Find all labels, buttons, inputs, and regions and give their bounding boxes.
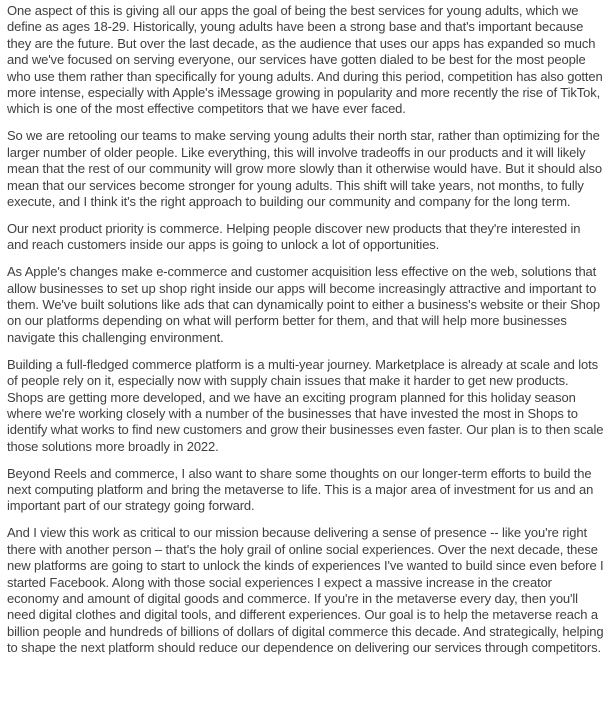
paragraph-apple-changes: As Apple's changes make e-commerce and customer acquisition less effective on the web, solutions that allow businesses to set up shop right inside our apps will become increasingly attractive and important to them. We've built solutions like ads that can dynamically point to either a business's website or their Shop on our platforms depending on what will perform better for them, and that will help more businesses navigate this challenging environment. [7,264,600,345]
paragraph-young-adults: One aspect of this is giving all our apps the goal of being the best services for young adults, which we define as ages 18-29. Historically, young adults have been a strong base and that's important because they are the future. But over the last decade, as the audience that uses our apps has expanded so much and we've focused on serving everyone, our services have gotten dialed to be best for the most people who use them rather than specifically for young adults. And during this period, competition has also gotten more intense, especially with Apple's iMessage growing in popularity and more recently the rise of TikTok, which is one of the most effective competitors that we have ever faced. [7,3,603,117]
paragraph-retooling-teams: So we are retooling our teams to make serving young adults their north star, rather than optimizing for the larger number of older people. Like everything, this will involve tradeoffs in our products and it will likely mean that the rest of our community will grow more slowly than it otherwise would have. But it should also mean that our services become stronger for young adults. This shift will take years, not months, to fully execute, and I think it's the right approach to building our community and company for the long term. [7,128,602,209]
paragraph-metaverse-vision: And I view this work as critical to our mission because delivering a sense of presence -- like you're right there with another person – that's the holy grail of online social experiences. Over the next decade, these new platforms are going to start to unlock the kinds of experiences I've wanted to build since even before I started Facebook. Along with those social experiences I expect a massive increase in the creator economy and amount of digital goods and commerce. If you're in the metaverse every day, then you'll need digital clothes and digital tools, and different experiences. Our goal is to help the metaverse reach a billion people and hundreds of billions of dollars of digital commerce this decade. And strategically, helping to shape the next platform should reduce our dependence on delivering our services through competitors. [7,525,604,656]
paragraph-commerce-priority: Our next product priority is commerce. Helping people discover new products that they're interested in and reach customers inside our apps is going to unlock a lot of opportunities. [7,220,581,253]
paragraph-metaverse-intro: Beyond Reels and commerce, I also want to share some thoughts on our longer-term efforts to build the next computing platform and bring the metaverse to life. This is a major area of investment for us and an important part of our strategy going forward. [7,465,594,514]
paragraph-commerce-platform: Building a full-fledged commerce platform is a multi-year journey. Marketplace is already at scale and lots of people rely on it, especially now with supply chain issues that make it harder to get new products. Shops are getting more developed, and we have an exciting program planned for this holiday season where we're working closely with a number of the businesses that have invested the most in Shops to identify what works to find new customers and grow their businesses even faster. Our plan is to then scale those solutions more broadly in 2022. [7,356,604,454]
